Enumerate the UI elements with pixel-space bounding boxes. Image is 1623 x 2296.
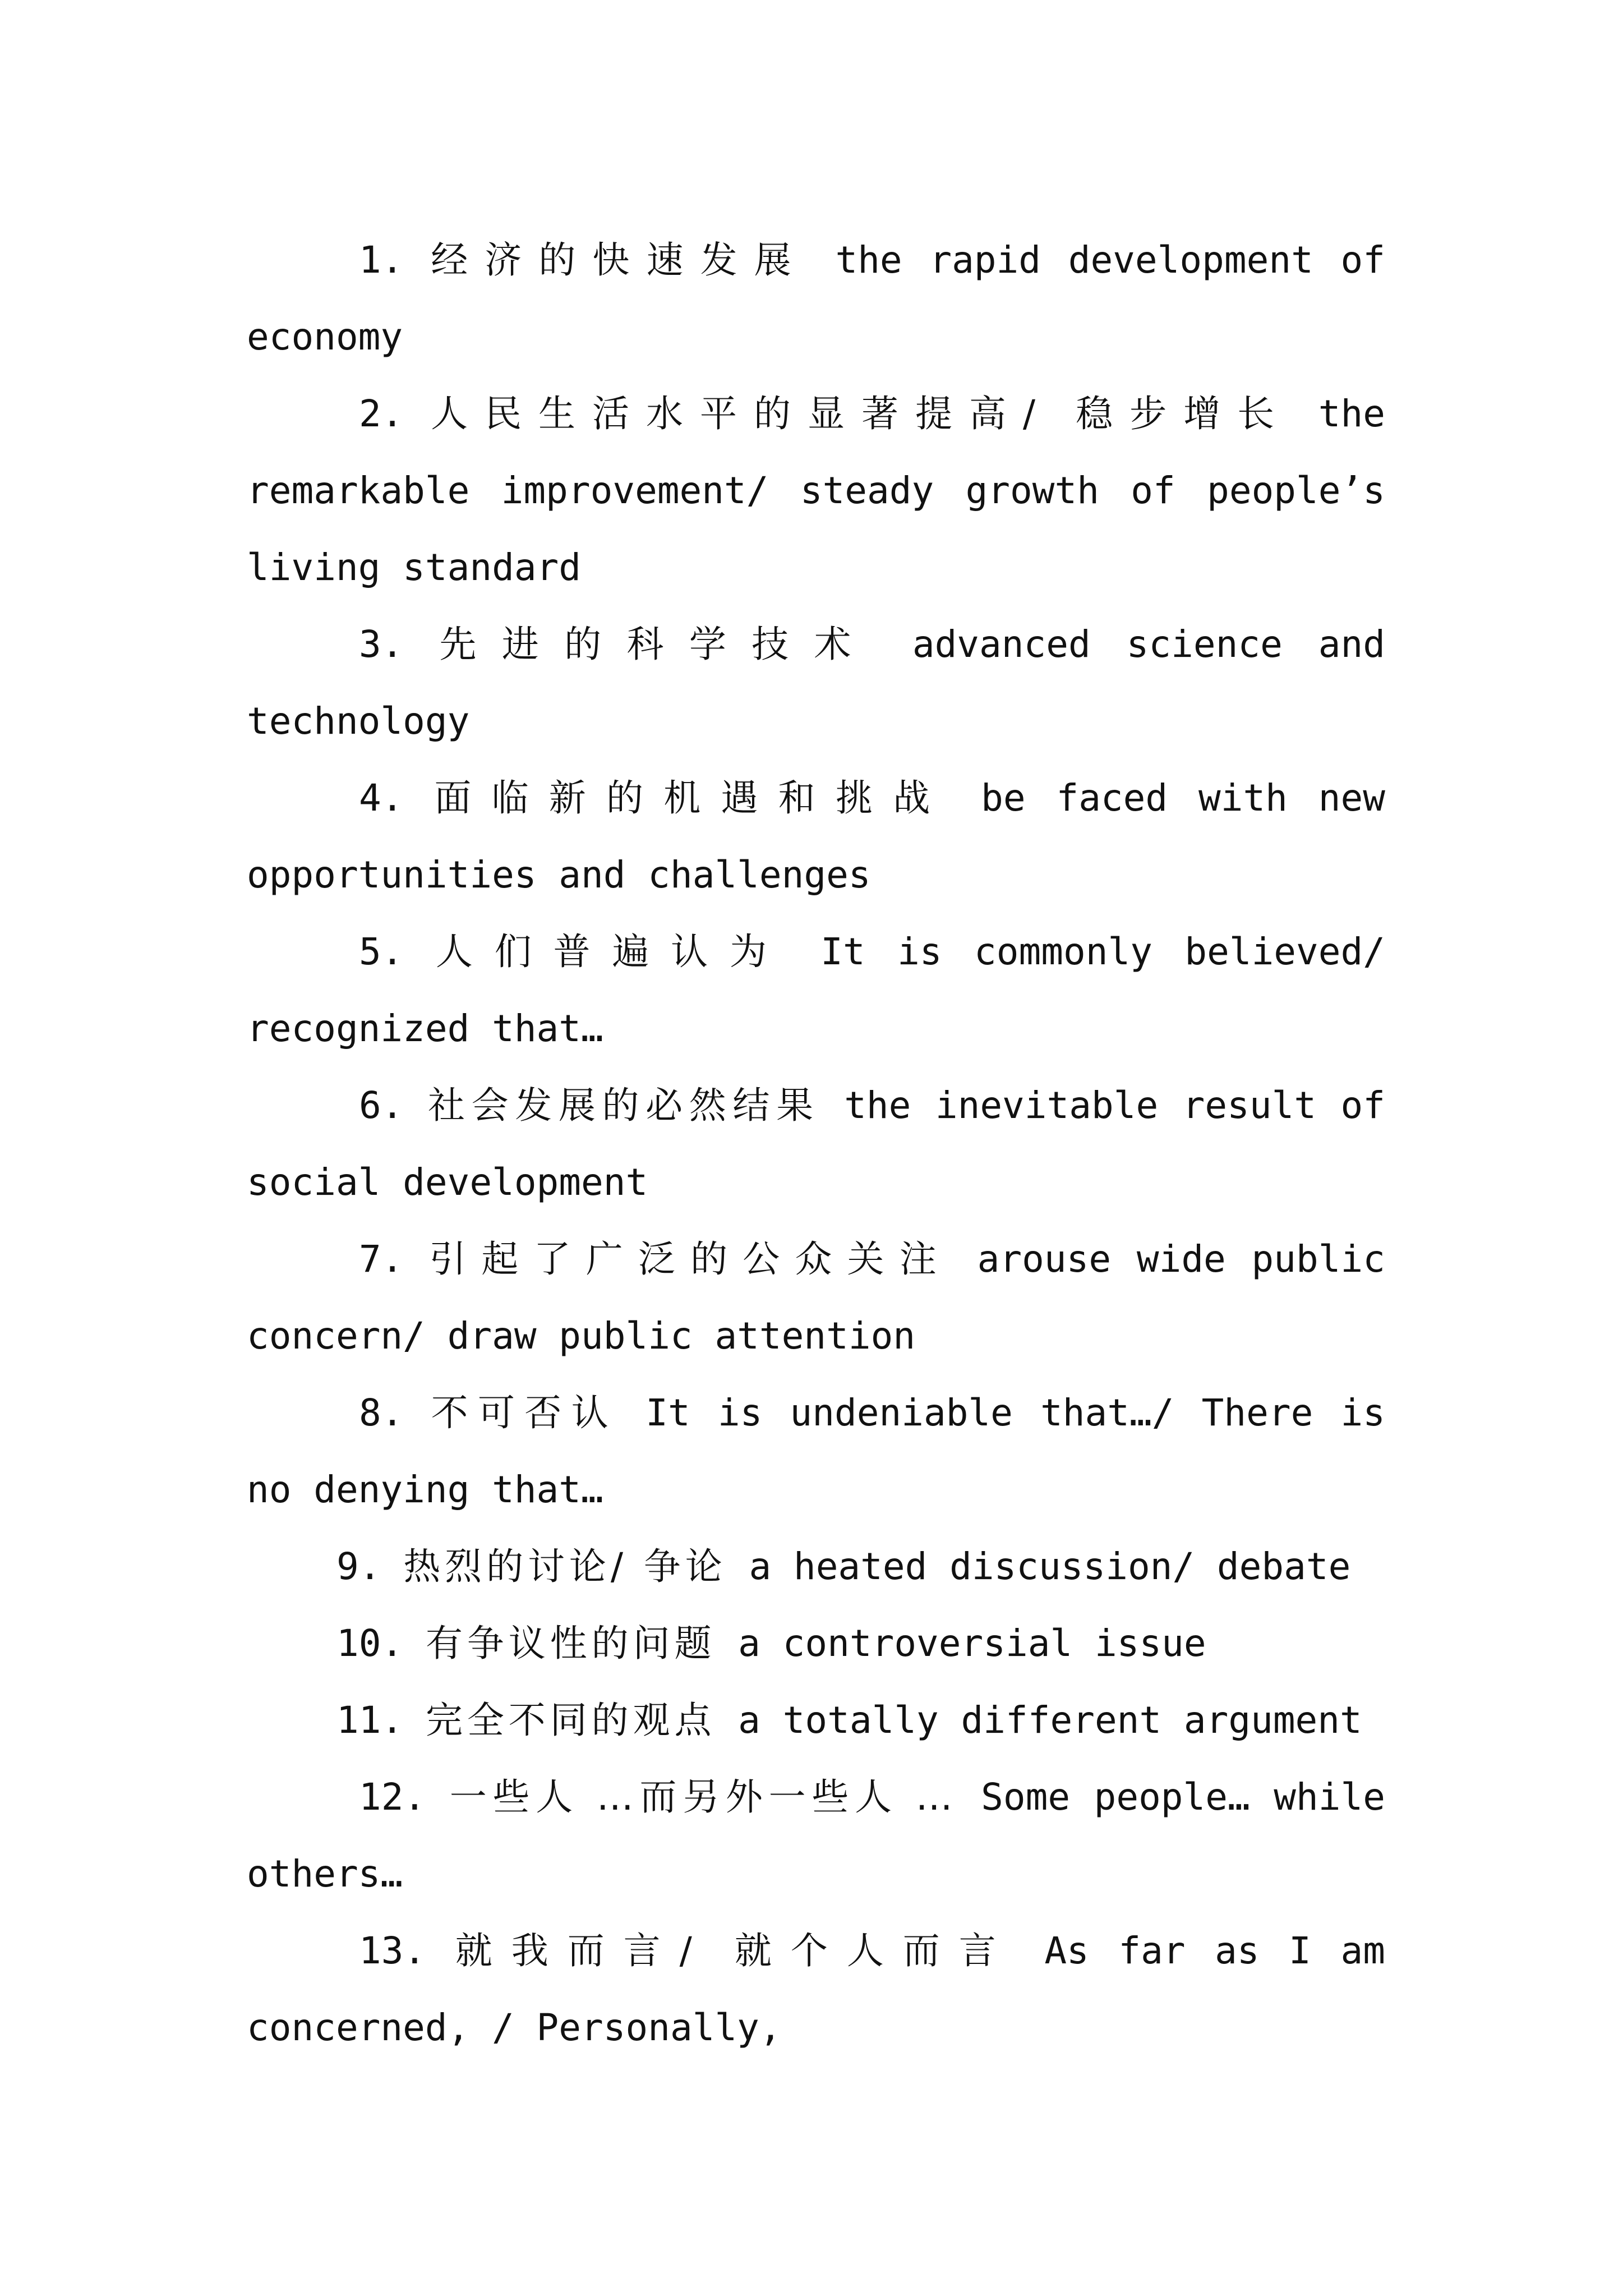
chinese-phrase: 社会发展的必然结果 <box>427 1084 820 1127</box>
phrase-list <box>247 222 1385 2066</box>
english-phrase: a controversial issue <box>738 1622 1206 1665</box>
chinese-phrase: 人们普遍认为 <box>435 930 789 973</box>
list-item <box>247 1605 1385 1682</box>
chinese-phrase: 就我而言/ 就个人而言 <box>455 1929 1015 1972</box>
list-item <box>247 606 1385 760</box>
list-item <box>247 1067 1385 1221</box>
item-number: 7. <box>359 1237 404 1281</box>
list-item <box>247 1528 1385 1605</box>
english-phrase: the remarkable improvement/ steady growth of people’s living standard <box>247 392 1385 589</box>
english-phrase: a heated discussion/ debate <box>749 1545 1351 1588</box>
english-phrase: the inevitable result of social development <box>247 1084 1385 1204</box>
item-number: 12. <box>359 1775 426 1819</box>
list-item <box>247 1221 1385 1374</box>
item-number: 13. <box>359 1929 426 1972</box>
chinese-phrase: 不可否认 <box>431 1391 619 1434</box>
english-phrase: It is undeniable that…/ There is no denying that… <box>247 1391 1385 1511</box>
english-phrase: Some people… while others… <box>247 1775 1385 1895</box>
chinese-phrase: 有争议性的问题 <box>425 1622 716 1665</box>
list-item <box>247 1374 1385 1528</box>
chinese-phrase: 人民生活水平的显著提高/ 稳步增长 <box>431 392 1292 435</box>
english-phrase: the rapid development of economy <box>247 238 1385 358</box>
chinese-phrase: 一些人 …而另外一些人 … <box>449 1775 957 1819</box>
english-phrase: arouse wide public concern/ draw public attention <box>247 1237 1385 1358</box>
english-phrase: As far as I am concerned, / Personally, <box>247 1929 1385 2049</box>
list-item <box>247 375 1385 606</box>
list-item <box>247 913 1385 1067</box>
english-phrase: advanced science and technology <box>247 623 1385 743</box>
item-number: 6. <box>359 1084 404 1127</box>
item-number: 2. <box>359 392 404 435</box>
list-item <box>247 1912 1385 2066</box>
item-number: 11. <box>336 1699 404 1742</box>
item-number: 9. <box>336 1545 381 1588</box>
chinese-phrase: 经济的快速发展 <box>431 238 808 282</box>
chinese-phrase: 先进的科学技术 <box>439 623 877 666</box>
chinese-phrase: 热烈的讨论/ 争论 <box>403 1545 727 1588</box>
item-number: 8. <box>359 1391 404 1434</box>
chinese-phrase: 面临新的机遇和挑战 <box>434 776 951 820</box>
item-number: 4. <box>359 776 404 820</box>
item-number: 10. <box>336 1622 404 1665</box>
list-item <box>247 1682 1385 1759</box>
english-phrase: It is commonly believed/ recognized that… <box>247 930 1385 1050</box>
chinese-phrase: 引起了广泛的公众关注 <box>429 1237 952 1281</box>
english-phrase: be faced with new opportunities and challenges <box>247 776 1385 896</box>
list-item <box>247 222 1385 375</box>
item-number: 5. <box>359 930 404 973</box>
list-item <box>247 1759 1385 1912</box>
item-number: 3. <box>359 623 404 666</box>
english-phrase: a totally different argument <box>738 1699 1362 1742</box>
item-number: 1. <box>359 238 404 282</box>
chinese-phrase: 完全不同的观点 <box>425 1699 716 1742</box>
list-item <box>247 760 1385 913</box>
